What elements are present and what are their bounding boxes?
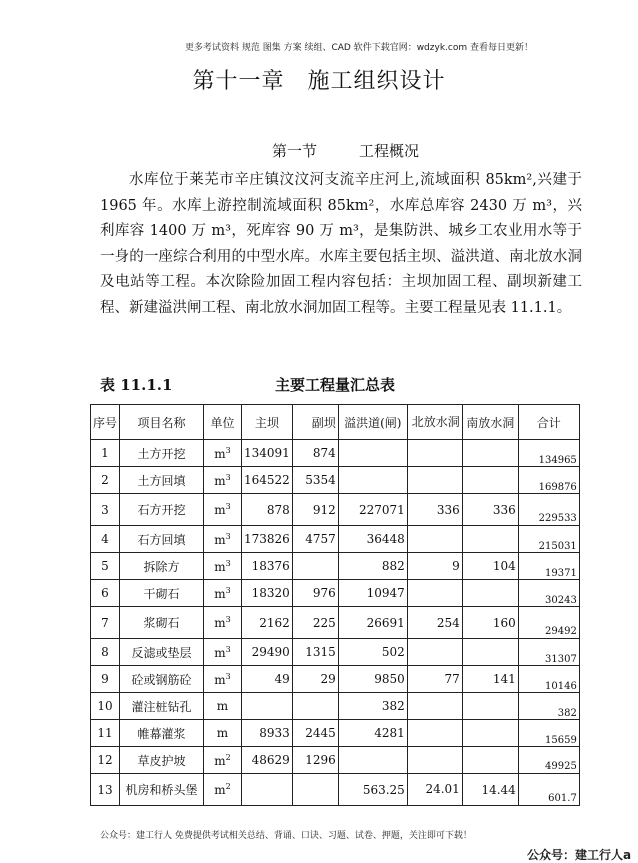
table-cell: 反滤或垫层 xyxy=(120,639,204,666)
table-cell xyxy=(462,440,518,467)
section-number: 第一节 xyxy=(272,142,318,160)
table-cell: $m^3$ xyxy=(204,526,242,553)
table-cell: 机房和桥头堡 xyxy=(120,774,204,806)
table-cell: 15659 xyxy=(518,720,579,747)
table-cell: 土方开挖 xyxy=(120,440,204,467)
section-name: 工程概况 xyxy=(359,142,420,160)
header-cell: 溢洪道(闸) xyxy=(338,405,407,440)
table-cell: 拆除方 xyxy=(120,553,204,580)
table-cell xyxy=(462,693,518,720)
table-cell: 7 xyxy=(91,607,120,639)
table-cell: m xyxy=(204,720,242,747)
table-cell xyxy=(407,693,462,720)
table-cell: 134091 xyxy=(242,440,293,467)
table-label: 表 11.1.1 xyxy=(100,376,173,394)
table-cell xyxy=(292,774,338,806)
table-cell: 4281 xyxy=(338,720,407,747)
table-row xyxy=(91,553,580,580)
table-row xyxy=(91,440,580,467)
chapter-title: 第十一章 施工组织设计 xyxy=(192,69,446,94)
table-cell: 141 xyxy=(462,666,518,693)
table-cell xyxy=(462,467,518,494)
table-cell: 29490 xyxy=(242,639,293,666)
table-cell xyxy=(338,440,407,467)
table-row xyxy=(91,607,580,639)
table-cell: $m^3$ xyxy=(204,639,242,666)
table-cell: 2 xyxy=(91,467,120,494)
table-cell: 30243 xyxy=(518,580,579,607)
overview-text: 水库位于莱芜市辛庄镇汶汶河支流辛庄河上,流域面积 85km²,兴建于 1965 年。水库上游控制流域面积 85km²，水库总库容 2430 万 m³，兴利库容 1400 万 m³，死库容 90 万 m³，是集防洪、城乡工农业用水等于一身的一座综合利用的中型水库。水库主要包括主坝、溢洪道、南北放水洞及电站等工程。本次除险加固工程内容包括：主坝加固工程、副坝新建工程、新建溢洪闸工程、南北放水洞加固工程等。主要工程量见表 11.1.1。 xyxy=(100,172,582,316)
table-cell: 169876 xyxy=(518,467,579,494)
table-cell: 104 xyxy=(462,553,518,580)
table-cell: 173826 xyxy=(242,526,293,553)
table-row xyxy=(91,467,580,494)
table-cell: $m^3$ xyxy=(204,580,242,607)
table-cell xyxy=(407,467,462,494)
table-cell: 帷幕灌浆 xyxy=(120,720,204,747)
table-cell xyxy=(462,526,518,553)
table-title: 主要工程量汇总表 xyxy=(275,376,396,394)
table-cell xyxy=(242,693,293,720)
table-cell: 31307 xyxy=(518,639,579,666)
table-cell: 2445 xyxy=(292,720,338,747)
table-cell: 4 xyxy=(91,526,120,553)
table-cell xyxy=(462,720,518,747)
table-cell: $m^2$ xyxy=(204,774,242,806)
table-cell: 336 xyxy=(407,494,462,526)
table-row xyxy=(91,774,580,806)
table-cell: 382 xyxy=(338,693,407,720)
table-cell: 草皮护坡 xyxy=(120,747,204,774)
table-cell: 882 xyxy=(338,553,407,580)
table-cell: $m^3$ xyxy=(204,440,242,467)
table-cell: 石方回填 xyxy=(120,526,204,553)
table-cell: 563.25 xyxy=(338,774,407,806)
table-cell xyxy=(407,440,462,467)
overview-paragraph xyxy=(100,168,582,322)
table-cell: 10146 xyxy=(518,666,579,693)
table-cell: $m^3$ xyxy=(204,607,242,639)
table-cell xyxy=(462,747,518,774)
table-cell: 49 xyxy=(242,666,293,693)
table-cell: 382 xyxy=(518,693,579,720)
table-row xyxy=(91,580,580,607)
header-cell: 副坝 xyxy=(292,405,338,440)
table-cell: 225 xyxy=(292,607,338,639)
table-cell: 18376 xyxy=(242,553,293,580)
table-cell: 8 xyxy=(91,639,120,666)
table-cell xyxy=(407,639,462,666)
table-row xyxy=(91,494,580,526)
table-cell: 878 xyxy=(242,494,293,526)
table-cell: $m^2$ xyxy=(204,747,242,774)
table-cell: 601.7 xyxy=(518,774,579,806)
table-cell: 3 xyxy=(91,494,120,526)
table-cell xyxy=(462,639,518,666)
table-cell: 912 xyxy=(292,494,338,526)
table-cell xyxy=(407,580,462,607)
table-cell: 10 xyxy=(91,693,120,720)
header-cell: 南放水洞 xyxy=(462,405,518,440)
table-cell xyxy=(242,774,293,806)
table-cell: 石方开挖 xyxy=(120,494,204,526)
table-cell: 灌注桩钻孔 xyxy=(120,693,204,720)
table-cell: 164522 xyxy=(242,467,293,494)
table-cell: 1 xyxy=(91,440,120,467)
table-cell: 4757 xyxy=(292,526,338,553)
table-cell xyxy=(338,747,407,774)
table-cell: 9 xyxy=(407,553,462,580)
table-cell: 浆砌石 xyxy=(120,607,204,639)
table-cell xyxy=(407,747,462,774)
table-cell: 5354 xyxy=(292,467,338,494)
table-cell: 1296 xyxy=(292,747,338,774)
footer-note: 公众号：建工行人 免费提供考试相关总结、背诵、口诀、习题、试卷、押题，关注即可下载！ xyxy=(100,831,472,841)
table-cell: $m^3$ xyxy=(204,467,242,494)
table-row xyxy=(91,747,580,774)
section-heading xyxy=(272,140,419,161)
table-cell xyxy=(407,526,462,553)
table-cell: 9 xyxy=(91,666,120,693)
header-note: 更多考试资料 规范 图集 方案 续组、CAD 软件下载官网：wdzyk.com 查看每日更新！ xyxy=(185,43,533,53)
table-cell xyxy=(338,467,407,494)
table-cell: $m^3$ xyxy=(204,666,242,693)
table-cell: 24.01 xyxy=(407,774,462,806)
table-cell: 土方回填 xyxy=(120,467,204,494)
table-cell: 1315 xyxy=(292,639,338,666)
table-cell: 5 xyxy=(91,553,120,580)
table-cell: 229533 xyxy=(518,494,579,526)
table-cell xyxy=(462,580,518,607)
table-cell xyxy=(292,693,338,720)
table-cell: 49925 xyxy=(518,747,579,774)
table-cell: m xyxy=(204,693,242,720)
header-cell: 项目名称 xyxy=(120,405,204,440)
table-cell: 9850 xyxy=(338,666,407,693)
table-cell: 26691 xyxy=(338,607,407,639)
table-cell: $m^3$ xyxy=(204,553,242,580)
table-row xyxy=(91,720,580,747)
table-cell: 160 xyxy=(462,607,518,639)
table-cell: 13 xyxy=(91,774,120,806)
table-header-row xyxy=(91,405,580,440)
table-row xyxy=(91,639,580,666)
table-cell: 11 xyxy=(91,720,120,747)
header-cell: 主坝 xyxy=(242,405,293,440)
table-cell: 6 xyxy=(91,580,120,607)
table-cell: 29 xyxy=(292,666,338,693)
brand-watermark: 公众号：建工行人a xyxy=(527,848,632,862)
header-cell: 单位 xyxy=(204,405,242,440)
table-cell: 254 xyxy=(407,607,462,639)
table-cell: 10947 xyxy=(338,580,407,607)
table-cell: 134965 xyxy=(518,440,579,467)
table-cell xyxy=(407,720,462,747)
table-cell: 976 xyxy=(292,580,338,607)
header-cell: 北放水洞 xyxy=(407,405,462,440)
table-cell: 29492 xyxy=(518,607,579,639)
table-cell: 18320 xyxy=(242,580,293,607)
table-cell: 干砌石 xyxy=(120,580,204,607)
table-cell: 12 xyxy=(91,747,120,774)
table-row xyxy=(91,666,580,693)
table-cell: 36448 xyxy=(338,526,407,553)
table-cell: 48629 xyxy=(242,747,293,774)
table-cell: 502 xyxy=(338,639,407,666)
table-cell: 215031 xyxy=(518,526,579,553)
table-row xyxy=(91,693,580,720)
table-cell: 19371 xyxy=(518,553,579,580)
table-cell: 874 xyxy=(292,440,338,467)
table-cell: 8933 xyxy=(242,720,293,747)
quantities-table xyxy=(90,404,580,806)
table-cell: 77 xyxy=(407,666,462,693)
header-cell: 序号 xyxy=(91,405,120,440)
table-cell: $m^3$ xyxy=(204,494,242,526)
table-cell: 14.44 xyxy=(462,774,518,806)
header-cell: 合计 xyxy=(518,405,579,440)
table-cell: 336 xyxy=(462,494,518,526)
table-cell: 砼或钢筋砼 xyxy=(120,666,204,693)
table-cell xyxy=(292,553,338,580)
table-row xyxy=(91,526,580,553)
table-cell: 2162 xyxy=(242,607,293,639)
table-cell: 227071 xyxy=(338,494,407,526)
table-caption xyxy=(100,374,570,395)
